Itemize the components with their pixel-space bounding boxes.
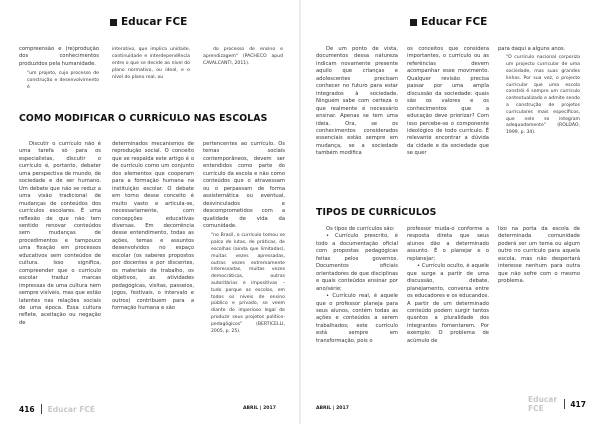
list-item: • Currículo oculto, é aquele que surge a partir de uma discussão, debate, planejamento, conversa entre os educadores e os educandos. A partir de um determinado conteúdo podem surgir tantos quantos a pluralidade dos integrantes fomentarem. Por exemplo: O problema de acúmulo de — [407, 263, 489, 344]
footer-date: ABRIL | 2017 — [243, 406, 276, 411]
body-column-3 — [203, 141, 285, 335]
quote: interativo, que implica unidade, continuidade e interdependência entre o que se decide ao nível do plano normativo, ou ideal, e o nível do plano real, ou — [112, 47, 190, 80]
page-footer — [19, 404, 289, 414]
list-item: • Currículo prescrito, é todo a documentação oficial com propostas pedagógicas feitas pelos governos. Documentos oficiais orientadores de que disciplinas e quais conteúdos ensinar por ano/série; — [316, 233, 398, 292]
page-header — [110, 16, 187, 28]
paragraph: lixo na porta da escola de determinada comunidade poderá ser um tema ou algum outro no currículo para aquela escola, mas não despertará interesse nenhum para outra que não sofre com o mesmo problema. — [498, 226, 580, 285]
list-item: • Currículo real, é aquele que o professor planeja para seus alunos, contém todas as ações e conteúdos a serem trabalhados; este currículo está sempre em transformação, pois o — [316, 293, 398, 344]
right-page — [300, 0, 600, 424]
paragraph: compreensão e (re)produção dos conhecimentos produzidos pela humanidade. — [19, 46, 99, 67]
square-bullet-icon — [110, 19, 117, 26]
quote: "no Brasil, o currículo tomou se palco de lutas, de práticas, de escolhas (ainda que limitadas), muitas vezes apressadas, outras vezes extremamente interessadas, muitas vezes democráticas, outras autoritárias e impositivas – tudo porque as escolas, em todos os níveis de ensino público e privado, se veem diante do imperioso legal de produzir seus projetos político-pedagógicos" (BERTICELLI, 2005, p. 25). — [211, 233, 285, 334]
divider — [41, 404, 42, 414]
footer-right — [528, 395, 586, 413]
paragraph: pertencentes ao currículo. Os temas sociais contemporâneos, devem ser entendidos como parte do currículo da escola e não como conteúdos que o atravessam ou o perpassam de forma assistemática ou eventual, desvinculados e descomprometidos com a qualidade de vida da comunidade. — [203, 141, 285, 229]
intro-column-3 — [498, 46, 580, 137]
section-title: TIPOS DE CURRÍCULOS — [316, 207, 437, 218]
quote: "O currículo nacional corporiza um projecto curricular de uma sociedade, mas suas grandes linhas. Por sua vez, o projecto curricular que uma escola constrói é sempre um currículo contextualizado e admite sendo a construção de projetos curriculares mais específicos, que nele se integram adequadamente" (ROLDÃO, 1999, p. 34). — [506, 55, 580, 136]
body-column-3 — [498, 226, 580, 286]
paragraph: De um ponto de vista, documentos dessa natureza indicam novamente presente aquilo que crianças e adolescentes precisam conhecer no futuro para estar integrados à sociedade. Ninguém sabe com certeza o que realmente é necessário ensinar. Apenas se tem uma ideia. Ora, se os conhecimentos considerados essenciais estão sempre em mudança, se a sociedade também modifica — [316, 46, 398, 157]
footer-date: ABRIL | 2017 — [316, 406, 349, 411]
intro-column-2 — [407, 46, 489, 158]
page-number: 416 — [19, 404, 35, 414]
paragraph: professor muda-o conforme a resposta direta que seus alunos dão a determinado assunto. É o planejar e o replanejar; — [407, 226, 489, 262]
header-title: Educar FCE — [421, 16, 488, 28]
paragraph: os conceitos que considera importantes, o currículo ou as referências devem acompanhar esse movimento. Qualquer revisão precisa passar por uma ampla discussão da sociedade: quais são os valores e os conhecimentos que a educação deve priorizar? Com isso percebe-se o componente ideológico de todo currículo. É relevante encontrar a dúvida da cidade e da sociedade que se quer — [407, 46, 489, 157]
footer-brand: Educar FCE — [47, 404, 96, 414]
intro-column-1 — [316, 46, 398, 158]
page-header — [410, 16, 487, 28]
quote: do processo de ensino e aprendizagem" (PACHECO apud CAVALCANTI, 2011). — [203, 47, 283, 66]
quote: "um projeto, cujo processo de construção e desenvolvimento é — [27, 71, 99, 90]
intro-column-3 — [203, 46, 283, 67]
section-title: COMO MODIFICAR O CURRÍCULO NAS ESCOLAS — [19, 113, 268, 124]
paragraph: para daqui a alguns anos. — [498, 46, 566, 52]
paragraph: Os tipos de currículos são: — [326, 226, 395, 232]
body-column-2 — [112, 141, 194, 312]
square-bullet-icon — [410, 19, 417, 26]
header-title: Educar FCE — [121, 16, 188, 28]
body-column-1 — [19, 141, 101, 327]
body-column-2 — [407, 226, 489, 345]
paragraph: determinados mecanismos de reprodução social. O conceito que se respalda este artigo é o de currículo como um conjunto dos elementos que cooperam para a formação humana na instituição escolar. O debate em torno desse conceito é muito vasto e articula-se, necessariamente, com concepções educativas diversas. Em decorrência desse entendimento, todas as ações, temas e assuntos desenvolvidos no espaço escolar (os saberes propostos por docentes e por discentes, os materiais de trabalho, os objetivos, as atividades pedagógicas, visitas, passeios, jogos, festivais, o intervalo e outros) contribuem para a formação humana e são — [112, 141, 194, 311]
intro-column-2 — [112, 46, 190, 81]
page-number: 417 — [570, 399, 586, 409]
paragraph: Discutir o currículo não é uma tarefa só para os especialistas, discutir o currículo é, portanto, debater uma perspectiva de mundo, de sociedade e de ser humano. Um debate que não se reduz a uma visão tradicional de mudanças de conteúdos dos currículos escolares. É uma reflexão de que não tem sentido renovar conteúdos sem mudanças de procedimentos e tampouco uma fixação em processos educativos sem conteúdos de cultura. Isso significa, compreender que o currículo escolar traduz marcas impressas de uma cultura nem sempre visíveis, mas que estão latentes nas relações sociais de uma época. Essa cultura reflete, aceitação ou negação de — [19, 141, 101, 326]
divider — [564, 399, 565, 409]
footer-brand: Educar FCE — [528, 395, 558, 413]
intro-column-1 — [19, 46, 99, 92]
body-column-1 — [316, 226, 398, 345]
